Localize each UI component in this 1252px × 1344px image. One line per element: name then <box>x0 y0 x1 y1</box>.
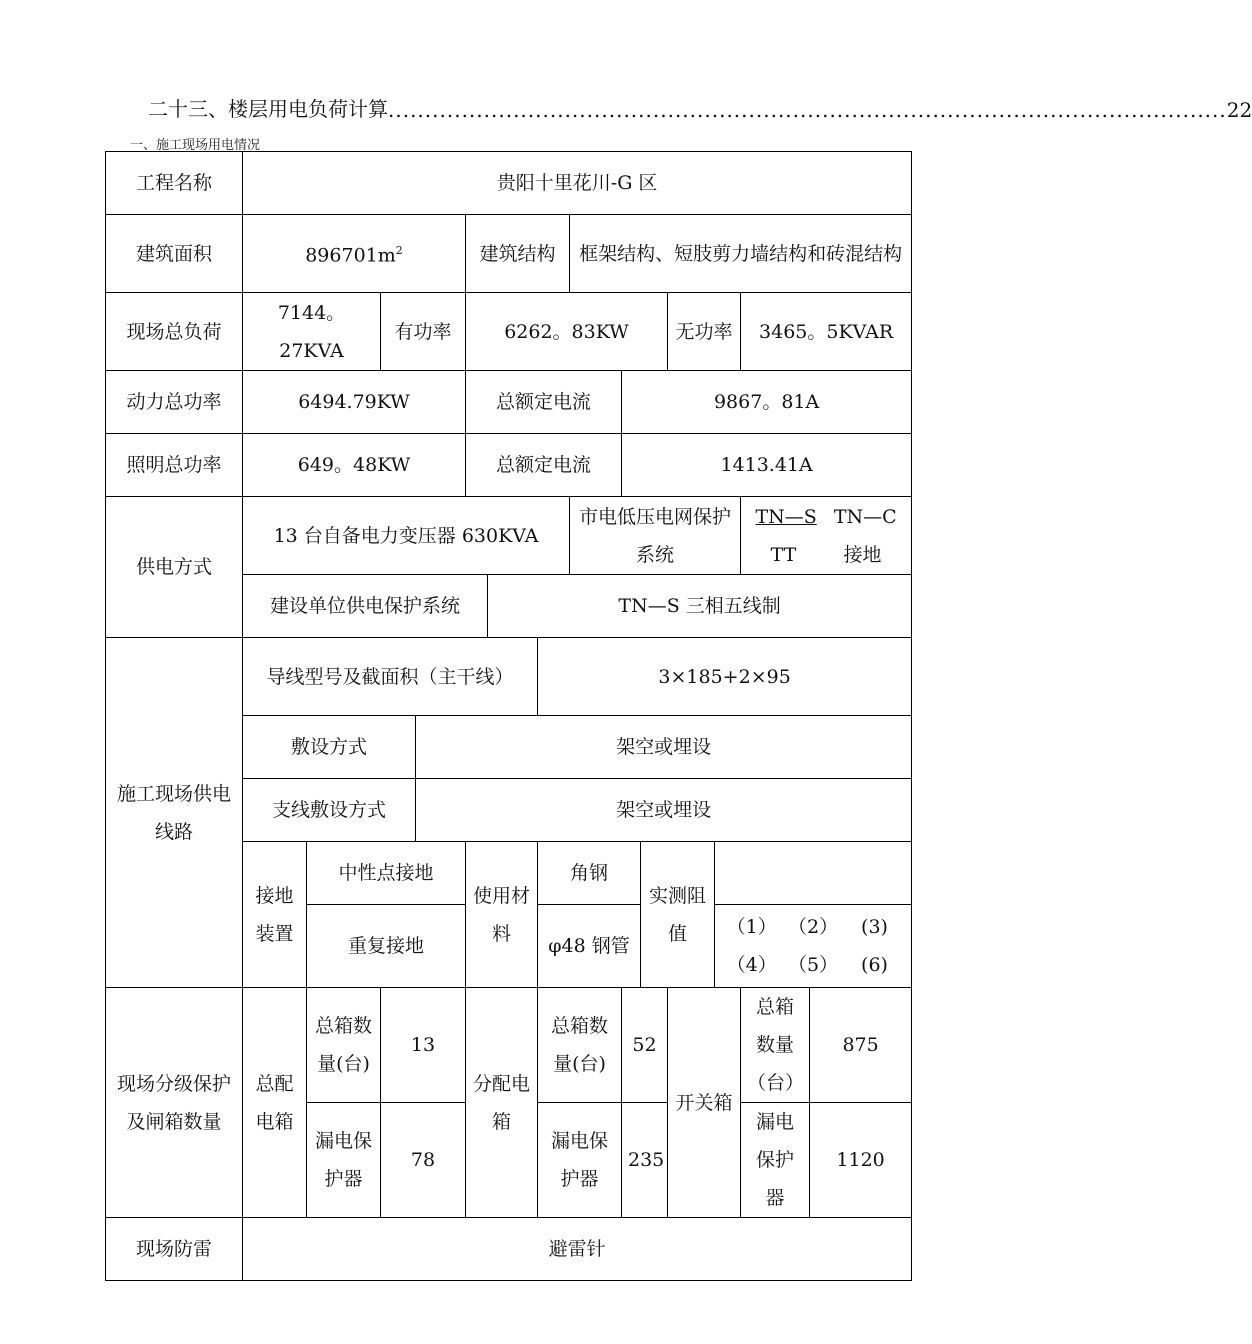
main-box-label: 总配电箱 <box>243 988 307 1218</box>
power-label: 动力总功率 <box>106 371 243 434</box>
lightning-value: 避雷针 <box>243 1218 912 1281</box>
area-unit-superscript: 2 <box>395 244 403 258</box>
area-value: 896701m <box>305 244 396 267</box>
grid-protection-options <box>741 497 912 575</box>
material-steel-pipe: φ48 钢管 <box>538 905 641 988</box>
row-project <box>106 152 912 215</box>
structure-value: 框架结构、短肢剪力墙结构和砖混结构 <box>570 215 912 293</box>
power-current-label: 总额定电流 <box>466 371 622 434</box>
option-tn-s: TN—S <box>755 505 817 528</box>
material-angle-steel: 角钢 <box>538 842 641 905</box>
transformer-value: 13 台自备电力变压器 630KVA <box>243 497 570 575</box>
resistance-label: 实测阻值 <box>641 842 715 988</box>
row-boxes-1 <box>106 988 912 1103</box>
area-label: 建筑面积 <box>106 215 243 293</box>
total-load-value: 7144。27KVA <box>243 293 381 371</box>
option-ground: 接地 <box>843 543 882 566</box>
toc-title: 二十三、楼层用电负荷计算 <box>148 97 388 121</box>
option-tn-c: TN—C <box>833 505 897 528</box>
toc-leader: .................................................................................................................. <box>388 98 1227 122</box>
resistance-blank <box>715 842 912 905</box>
lightning-label: 现场防雷 <box>106 1218 243 1281</box>
dist-box-label: 分配电箱 <box>466 988 538 1218</box>
lighting-value: 649。48KW <box>243 434 466 497</box>
supply-label: 供电方式 <box>106 497 243 638</box>
resistance-3: (3) <box>861 916 888 938</box>
resistance-values <box>715 905 912 988</box>
row-lighting <box>106 434 912 497</box>
dist-leak: 235 <box>622 1103 668 1218</box>
switch-leak: 1120 <box>810 1103 912 1218</box>
row-lightning <box>106 1218 912 1281</box>
reactive-power-label: 无功率 <box>668 293 741 371</box>
main-leak: 78 <box>381 1103 466 1218</box>
branch-laying-label: 支线敷设方式 <box>243 779 416 842</box>
laying-method-value: 架空或埋设 <box>416 716 912 779</box>
area-value-cell <box>243 215 466 293</box>
row-line-wire <box>106 638 912 716</box>
lighting-label: 照明总功率 <box>106 434 243 497</box>
row-area <box>106 215 912 293</box>
load-label: 现场总负荷 <box>106 293 243 371</box>
row-supply-1 <box>106 497 912 575</box>
active-power-value: 6262。83KW <box>466 293 668 371</box>
unit-protection-label: 建设单位供电保护系统 <box>243 575 488 638</box>
neutral-ground: 中性点接地 <box>307 842 466 905</box>
project-value: 贵阳十里花川-G 区 <box>243 152 912 215</box>
dist-count-label: 总箱数量(台) <box>538 988 622 1103</box>
wire-spec-value: 3×185+2×95 <box>538 638 912 716</box>
resistance-4: （4） <box>726 954 777 976</box>
row-load <box>106 293 912 371</box>
main-count-label: 总箱数量(台) <box>307 988 381 1103</box>
main-count: 13 <box>381 988 466 1103</box>
boxes-label: 现场分级保护及闸箱数量 <box>106 988 243 1218</box>
unit-protection-value: TN—S 三相五线制 <box>488 575 912 638</box>
row-power <box>106 371 912 434</box>
power-value: 6494.79KW <box>243 371 466 434</box>
project-label: 工程名称 <box>106 152 243 215</box>
switch-count-label: 总箱数量（台） <box>741 988 810 1103</box>
repeat-ground: 重复接地 <box>307 905 466 988</box>
resistance-2: （2） <box>788 916 839 938</box>
switch-leak-label: 漏电保护器 <box>741 1103 810 1218</box>
lighting-current-value: 1413.41A <box>622 434 912 497</box>
dist-count: 52 <box>622 988 668 1103</box>
reactive-power-value: 3465。5KVAR <box>741 293 912 371</box>
structure-label: 建筑结构 <box>466 215 570 293</box>
wire-spec-label: 导线型号及截面积（主干线） <box>243 638 538 716</box>
active-power-label: 有功率 <box>381 293 466 371</box>
line-label: 施工现场供电线路 <box>106 638 243 988</box>
toc-line <box>148 92 1252 122</box>
resistance-1: （1） <box>726 916 777 938</box>
ground-device-label: 接地装置 <box>243 842 307 988</box>
toc-page-number: 22 <box>1226 98 1252 122</box>
resistance-6: (6) <box>861 954 888 976</box>
dist-leak-label: 漏电保护器 <box>538 1103 622 1218</box>
laying-method-label: 敷设方式 <box>243 716 416 779</box>
resistance-5: （5） <box>788 954 839 976</box>
lighting-current-label: 总额定电流 <box>466 434 622 497</box>
section-heading: 一、施工现场用电情况 <box>130 138 261 153</box>
main-leak-label: 漏电保护器 <box>307 1103 381 1218</box>
material-label: 使用材料 <box>466 842 538 988</box>
switch-count: 875 <box>810 988 912 1103</box>
power-usage-table <box>105 151 912 1281</box>
grid-protection-label: 市电低压电网保护系统 <box>570 497 741 575</box>
option-tt: TT <box>770 543 797 566</box>
switch-box-label: 开关箱 <box>668 988 741 1218</box>
branch-laying-value: 架空或埋设 <box>416 779 912 842</box>
power-current-value: 9867。81A <box>622 371 912 434</box>
